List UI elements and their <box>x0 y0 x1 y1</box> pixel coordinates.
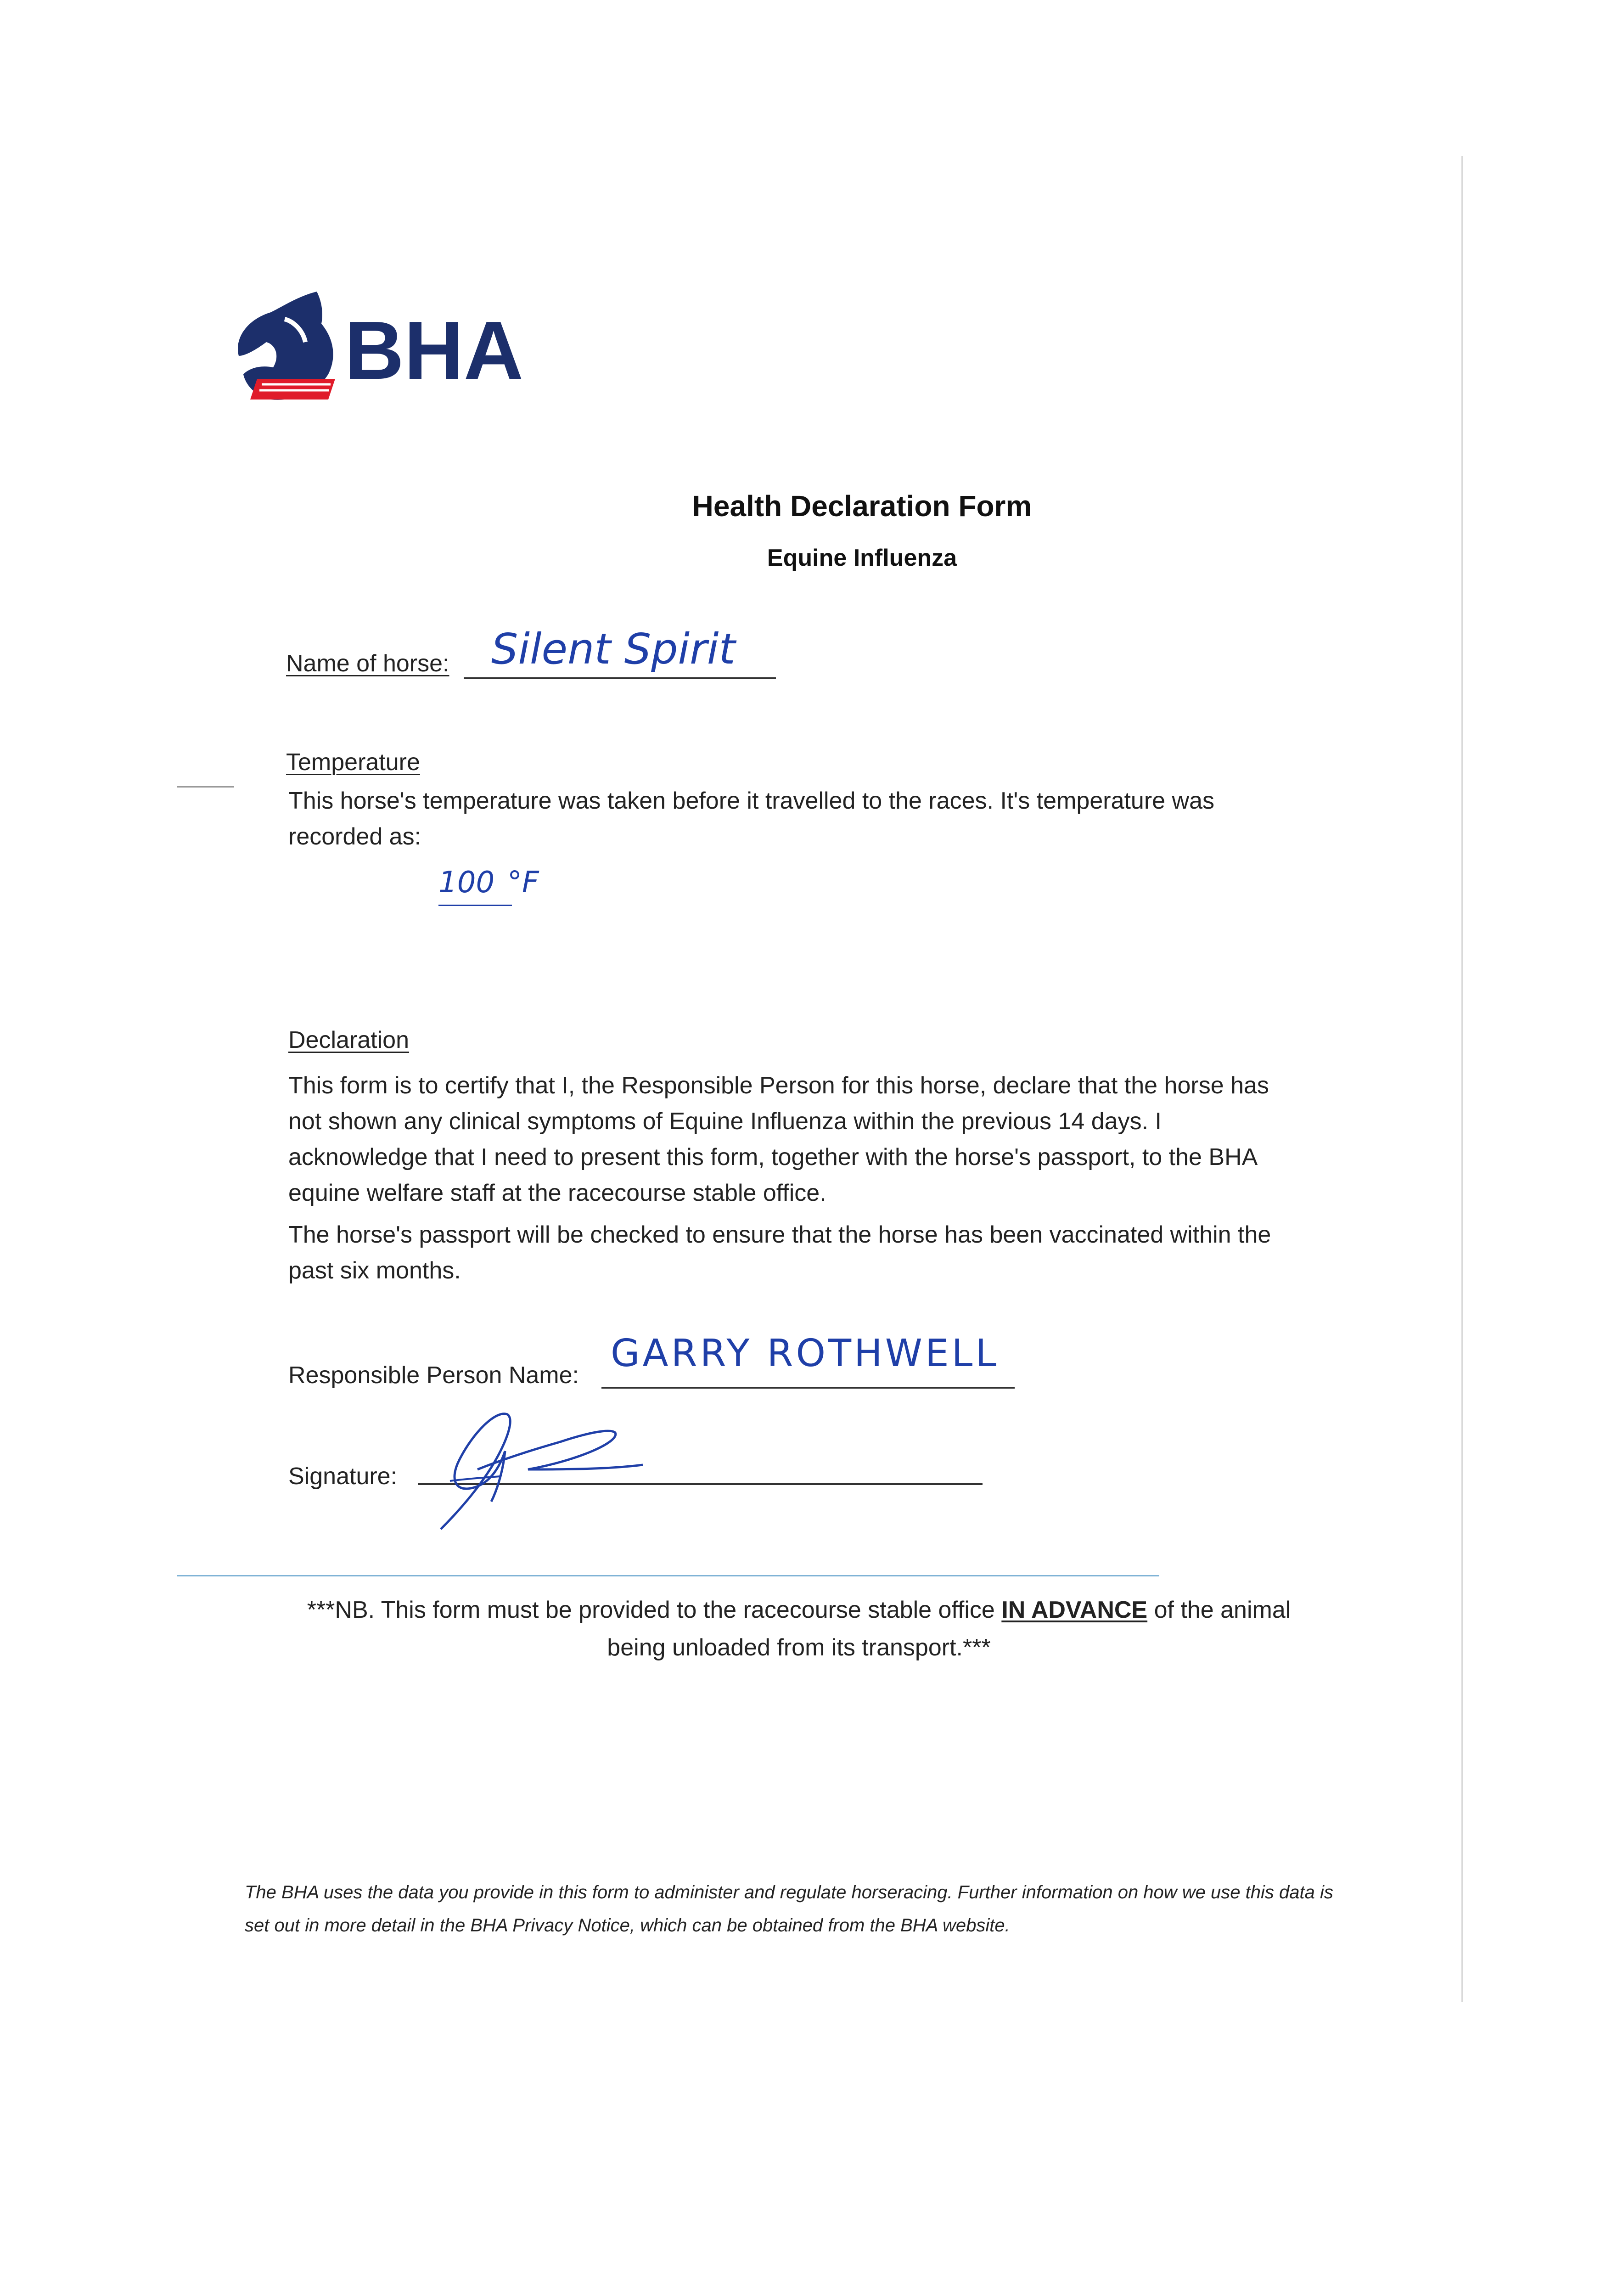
bha-logo <box>230 287 523 406</box>
horse-name-line <box>464 677 776 679</box>
advance-notice <box>294 1591 1304 1666</box>
declaration-paragraph-1: This form is to certify that I, the Responsible Person for this horse, declare that the horse has not shown any clinical symptoms of Equine Influenza within the previous 14 days. I acknowledge that I need to present this form, together with the horse's passport, to the BHA equine welfare staff at the racecourse stable office. <box>288 1072 1269 1206</box>
declaration-paragraph-2: The horse's passport will be checked to ensure that the horse has been vaccinated within the past six months. <box>288 1221 1271 1284</box>
notice-prefix: ***NB. This form must be provided to the racecourse stable office <box>307 1597 995 1623</box>
temperature-unit: °F <box>507 866 539 900</box>
scan-edge <box>1461 156 1463 2002</box>
temperature-heading: Temperature <box>286 749 420 776</box>
horse-head-logo-icon <box>230 287 523 406</box>
horse-name-label: Name of horse: <box>286 650 449 677</box>
margin-mark <box>177 786 234 788</box>
declaration-heading: Declaration <box>288 1027 410 1053</box>
horse-name-value: Silent Spirit <box>491 625 736 674</box>
temperature-underline <box>438 905 512 906</box>
form-subtitle: Equine Influenza <box>767 545 957 571</box>
temperature-value: 100 <box>438 866 495 900</box>
signature-mark-icon <box>422 1401 721 1538</box>
notice-emphasis: IN ADVANCE <box>1001 1597 1148 1623</box>
responsible-person-label: Responsible Person Name: <box>288 1362 579 1389</box>
responsible-person-value: GARRY ROTHWELL <box>611 1332 1000 1375</box>
privacy-statement: The BHA uses the data you provide in this form to administer and regulate horseracing. Further information on how we use this data is set out in more detail in the BHA Privacy Notice, which can be obtained from the BHA website. <box>245 1882 1333 1936</box>
handwritten-signature <box>422 1401 721 1538</box>
section-divider <box>177 1575 1159 1576</box>
temperature-text: This horse's temperature was taken before it travelled to the races. It's temperature was recorded as: <box>288 788 1215 850</box>
notice-suffix: of the animal being unloaded from its transport.*** <box>607 1597 1291 1661</box>
responsible-person-line <box>601 1387 1015 1389</box>
logo-text: BHA <box>344 304 523 397</box>
form-title: Health Declaration Form <box>692 490 1032 523</box>
signature-label: Signature: <box>288 1463 398 1490</box>
